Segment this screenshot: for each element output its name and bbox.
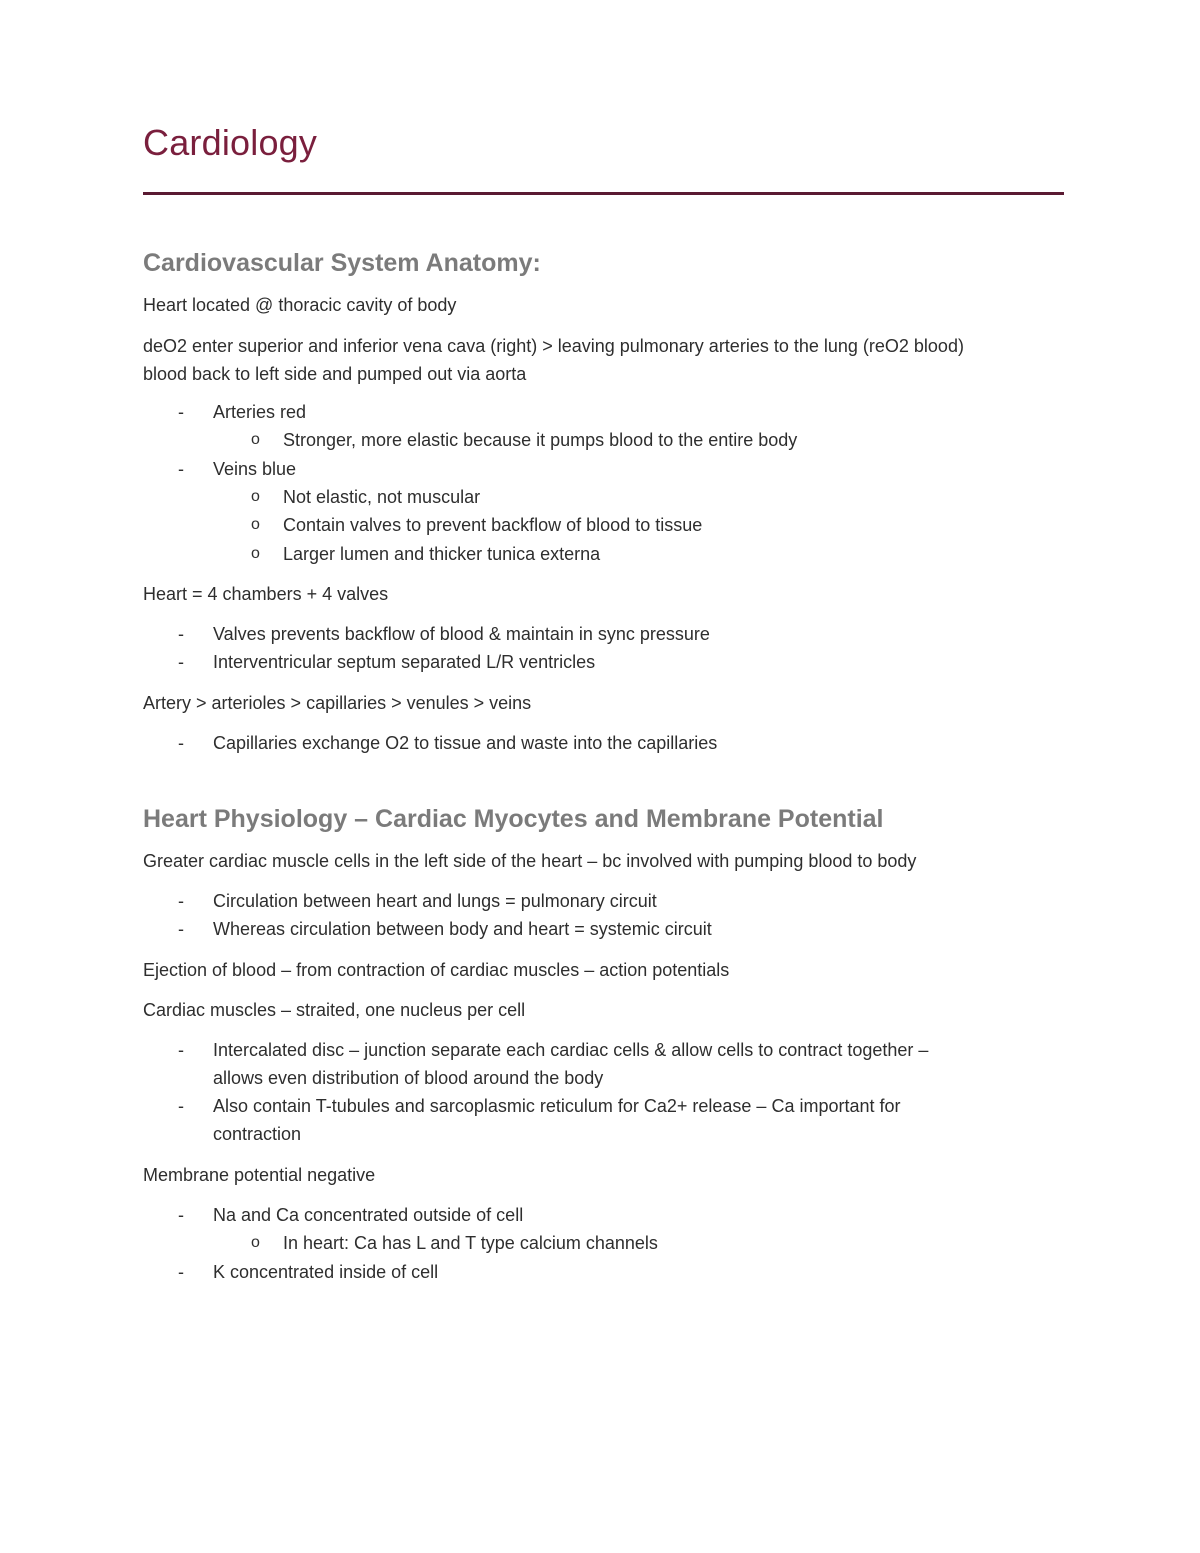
list-item (143, 915, 1063, 943)
list-item-text: Na and Ca concentrated outside of cell (213, 1205, 524, 1225)
dash-bullet: - (178, 1040, 184, 1060)
bullet-list (143, 398, 1063, 568)
list-item (143, 648, 1063, 676)
dash-bullet: - (178, 1096, 184, 1116)
section-anatomy (143, 247, 1063, 757)
circle-bullet: o (251, 544, 260, 562)
dash-bullet: - (178, 919, 184, 939)
bullet-list (143, 887, 1063, 943)
section-heading: Cardiovascular System Anatomy: (143, 249, 541, 277)
list-item (143, 455, 1063, 569)
list-item-text: Interventricular septum separated L/R ventricles (213, 652, 596, 672)
sub-list-item (143, 1229, 1063, 1258)
circle-bullet: o (251, 516, 260, 533)
bullet-list (143, 1036, 1063, 1148)
sub-bullet-list (143, 1229, 1063, 1258)
dash-bullet: - (178, 624, 184, 644)
sub-list-item (143, 511, 1063, 540)
list-item (143, 887, 1063, 915)
dash-bullet: - (178, 652, 184, 672)
list-item-text: Veins blue (213, 458, 297, 479)
circle-bullet: o (251, 1234, 260, 1251)
list-item (143, 1258, 1063, 1286)
sub-list-item-text: Not elastic, not muscular (283, 486, 481, 507)
sub-bullet-list (143, 426, 1063, 455)
paragraph: Membrane potential negative (143, 1165, 376, 1185)
list-item-text: Whereas circulation between body and heart = systemic circuit (213, 919, 712, 939)
list-item (143, 729, 1063, 757)
document-page (143, 118, 1063, 1286)
dash-bullet: - (178, 891, 184, 911)
dash-bullet: - (178, 1261, 184, 1282)
paragraph: Artery > arterioles > capillaries > venules > veins (143, 693, 532, 713)
section-heading: Heart Physiology – Cardiac Myocytes and Membrane Potential (143, 805, 884, 833)
list-item-text: K concentrated inside of cell (213, 1261, 439, 1282)
dash-bullet: - (178, 1205, 184, 1225)
paragraph (143, 332, 1063, 388)
bullet-list (143, 1201, 1063, 1286)
list-item (143, 620, 1063, 648)
dash-bullet: - (178, 458, 184, 479)
paragraph-line: blood back to left side and pumped out via aorta (143, 364, 527, 384)
paragraph: Cardiac muscles – straited, one nucleus per cell (143, 1000, 526, 1020)
list-item-text-continued: contraction (213, 1124, 302, 1144)
list-item-text: Circulation between heart and lungs = pulmonary circuit (213, 891, 657, 911)
list-item-text: Arteries red (213, 402, 307, 422)
list-item-text: Also contain T-tubules and sarcoplasmic reticulum for Ca2+ release – Ca important for (213, 1096, 901, 1116)
sub-list-item-text: Stronger, more elastic because it pumps blood to the entire body (283, 430, 798, 450)
list-item-text: Capillaries exchange O2 to tissue and waste into the capillaries (213, 733, 718, 753)
bullet-list (143, 620, 1063, 676)
dash-bullet: - (178, 402, 184, 422)
list-item-text-continued: allows even distribution of blood around the body (213, 1068, 604, 1088)
bullet-list (143, 729, 1063, 757)
paragraph-line: deO2 enter superior and inferior vena cava (right) > leaving pulmonary arteries to the lung (reO2 blood) (143, 336, 964, 356)
sub-list-item (143, 540, 1063, 569)
paragraph: Heart = 4 chambers + 4 valves (143, 584, 389, 604)
list-item-text: Valves prevents backflow of blood & maintain in sync pressure (213, 624, 710, 644)
paragraph: Heart located @ thoracic cavity of body (143, 295, 457, 315)
paragraph: Greater cardiac muscle cells in the left side of the heart – bc involved with pumping blood to body (143, 851, 917, 871)
list-item (143, 1092, 1063, 1148)
paragraph: Ejection of blood – from contraction of cardiac muscles – action potentials (143, 960, 730, 980)
document-title: Cardiology (143, 122, 318, 163)
sub-list-item-text: In heart: Ca has L and T type calcium channels (283, 1233, 658, 1253)
list-item (143, 1201, 1063, 1258)
title-divider (143, 192, 1064, 195)
dash-bullet: - (178, 733, 184, 753)
list-item-text: Intercalated disc – junction separate each cardiac cells & allow cells to contract together – (213, 1040, 929, 1060)
circle-bullet: o (251, 431, 260, 448)
list-item (143, 1036, 1063, 1092)
sub-list-item-text: Larger lumen and thicker tunica externa (283, 543, 601, 564)
sub-list-item (143, 483, 1063, 512)
circle-bullet: o (251, 487, 260, 505)
sub-list-item (143, 426, 1063, 455)
sub-list-item-text: Contain valves to prevent backflow of blood to tissue (283, 515, 703, 535)
list-item (143, 398, 1063, 455)
sub-bullet-list (143, 483, 1063, 569)
section-physiology (143, 803, 1063, 1286)
